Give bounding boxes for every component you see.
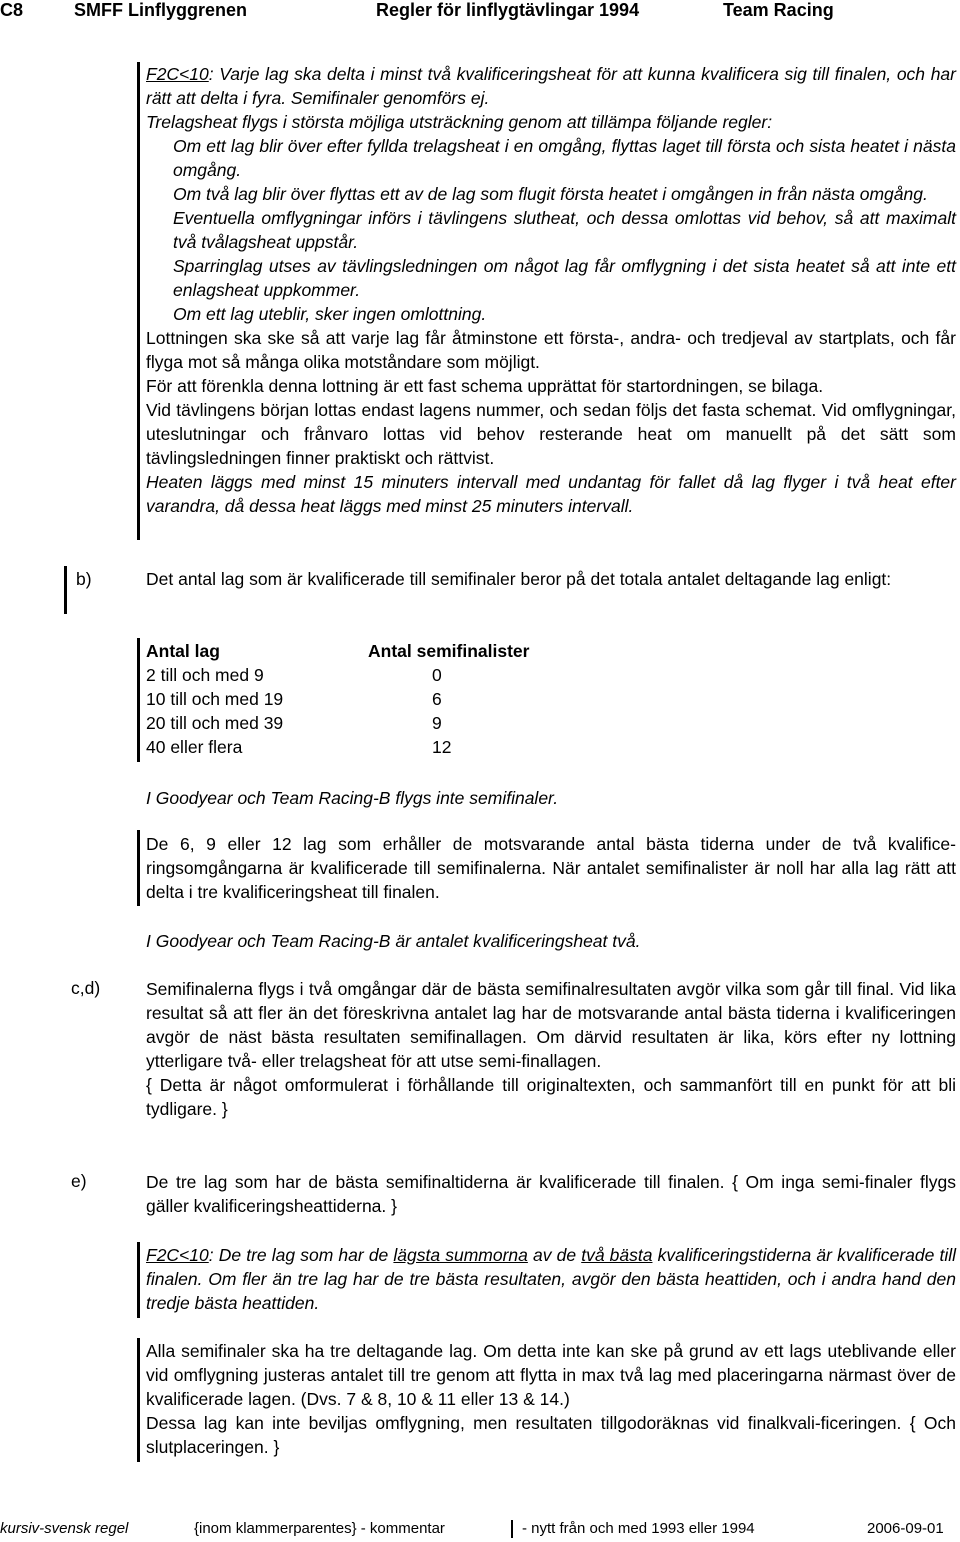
- section-e-semifinal-rules: [146, 1339, 956, 1459]
- section-cd-comment: { Detta är något omformulerat i förhållande till originaltexten, och sammanfört till en punkt för att bli tydligare. }: [146, 1075, 956, 1119]
- change-bar-b: [64, 566, 67, 614]
- lottning-paragraph-3: Vid tävlingens början lottas endast lagens nummer, och sedan följs det fasta schemat. Vid omflygningar, uteslutningar och frånvaro lottas vid behov resterande heat om manuellt på det sätt som tävlingsledningen finner praktiskt och rättvist.: [146, 400, 956, 468]
- section-e-f2c-rule: F2C<10: De tre lag som har de lägsta summorna av de två bästa kvalificeringstiderna är kvalificerade till finalen. Om fler än tre lag har de tre bästa resultaten, avgör den bästa heattiden, och i andra hand den tredje bästa heattiden.: [146, 1245, 956, 1313]
- section-e-label: e): [71, 1171, 87, 1191]
- column-header-antal-semifinalister: Antal semifinalister: [368, 641, 530, 661]
- section-b-label: b): [76, 569, 92, 589]
- change-bar-e-semis: [137, 1338, 140, 1462]
- no-refly-paragraph: Dessa lag kan inte beviljas omflygning, men resultaten tillgodoräknas vid finalkvali-ficeringen. { Och slutplaceringen. }: [146, 1413, 956, 1457]
- section-b-intro: Det antal lag som är kvalificerade till semifinaler beror på det totala antalet deltagande lag enligt:: [146, 569, 892, 589]
- footer-date: 2006-09-01: [867, 1520, 944, 1537]
- section-e-text: De tre lag som har de bästa semifinaltiderna är kvalificerade till finalen. { Om inga semi-finaler flygs gäller kvalificeringsheattiderna. }: [146, 1172, 956, 1216]
- change-bar-qual: [137, 830, 140, 906]
- goodyear-note-1: I Goodyear och Team Racing-B flygs inte semifinaler.: [146, 788, 559, 808]
- legend-new: - nytt från och med 1993 eller 1994: [522, 1520, 755, 1537]
- change-bar-table: [137, 638, 140, 762]
- goodyear-note-2: I Goodyear och Team Racing-B är antalet kvalificeringsheat två.: [146, 931, 641, 951]
- section-title: Team Racing: [723, 0, 834, 20]
- legend-comment: {inom klammerparentes} - kommentar: [194, 1520, 445, 1537]
- qualification-paragraph: De 6, 9 eller 12 lag som erhåller de motsvarande antal bästa tiderna under de två kvalifice-ringsomgångarna är kvalificerade till semifinalerna. När antalet semifinalister är noll har alla lag rätt att delta i tre kvalificeringsheat till finalen.: [146, 834, 956, 902]
- trelagsheat-rule-3: Eventuella omflygningar införs i tävlingens slutheat, och dessa omlottas vid behov, så att maximalt två tvålagsheat uppstår.: [173, 208, 956, 252]
- legend-italic: kursiv-svensk regel: [0, 1520, 129, 1537]
- change-bar-e-f2c: [137, 1242, 140, 1318]
- trelagsheat-rule-5: Om ett lag uteblir, sker ingen omlottning.: [173, 304, 487, 324]
- change-bar-top: [137, 62, 140, 540]
- heat-interval-paragraph: Heaten läggs med minst 15 minuters intervall med undantag för fallet då lag flyger i två heat efter varandra, då dessa heat läggs med minst 25 minuters intervall.: [146, 472, 956, 516]
- document-title: Regler för linflygtävlingar 1994: [376, 0, 640, 20]
- page-header: [0, 0, 960, 22]
- section-cd-label: c,d): [71, 978, 101, 998]
- f2c-label: F2C<10: [146, 1245, 209, 1265]
- page-footer: [0, 1520, 960, 1540]
- column-header-antal-lag: Antal lag: [146, 641, 220, 661]
- organization-name: SMFF Linflyggrenen: [74, 0, 247, 20]
- trelagsheat-rule-4: Sparringlag utses av tävlingsledningen om något lag får omflygning i det sista heatet så att inte ett enlagsheat uppkommer.: [173, 256, 956, 300]
- trelagsheat-rule-1: Om ett lag blir över efter fyllda trelagsheat i en omgång, flyttas laget till första och sista heatet i nästa omgång.: [173, 136, 956, 180]
- page-number: C8: [0, 0, 24, 20]
- top-rules-block: [146, 62, 956, 518]
- lottning-paragraph-1: Lottningen ska ske så att varje lag får åtminstone ett första-, andra- och tredjeval av startplats, och får flyga mot så många olika motståndare som möjligt.: [146, 328, 956, 372]
- f2c-label: F2C<10: [146, 64, 209, 84]
- trelagsheat-rule-2: Om två lag blir över flyttas ett av de lag som flugit första heatet i omgången in från nästa omgång.: [173, 184, 928, 204]
- lottning-paragraph-2: För att förenkla denna lottning är ett fast schema upprättat för startordningen, se bilaga.: [146, 376, 824, 396]
- all-semifinals-paragraph: Alla semifinaler ska ha tre deltagande lag. Om detta inte kan ske på grund av ett lags uteblivande eller vid omflygning justeras antalet till tre genom att flytta in max två lag med placeringarna närmast över de kvalificerade lagen. (Dvs. 7 & 8, 10 & 11 eller 13 & 14.): [146, 1341, 956, 1409]
- f2c-rule: F2C<10: Varje lag ska delta i minst två kvalificeringsheat för att kunna kvalificera sig till finalen, och har rätt att delta i fyra. Semifinaler genomförs ej.: [146, 64, 956, 108]
- legend-bar-mark: [511, 1520, 513, 1538]
- trelagsheat-intro: Trelagsheat flygs i största möjliga utsträckning genom att tillämpa följande regler:: [146, 112, 773, 132]
- section-cd-text: Semifinalerna flygs i två omgångar där de bästa semifinalresultaten avgör vilka som går till final. Vid lika resultat så att fler än det föreskrivna antalet lag har de motsvarande antal bästa tiderna i kvalificeringen avgör de näst bästa resultaten semifinallagen. Om därvid resultaten är lika, körs efter ny lottning ytterligare två- eller trelagsheat för att utse semi-finallagen. { Detta är något omformulerat i förhållande till originaltexten, och sammanfört till en punkt för att bli tydligare. }: [146, 979, 956, 1119]
